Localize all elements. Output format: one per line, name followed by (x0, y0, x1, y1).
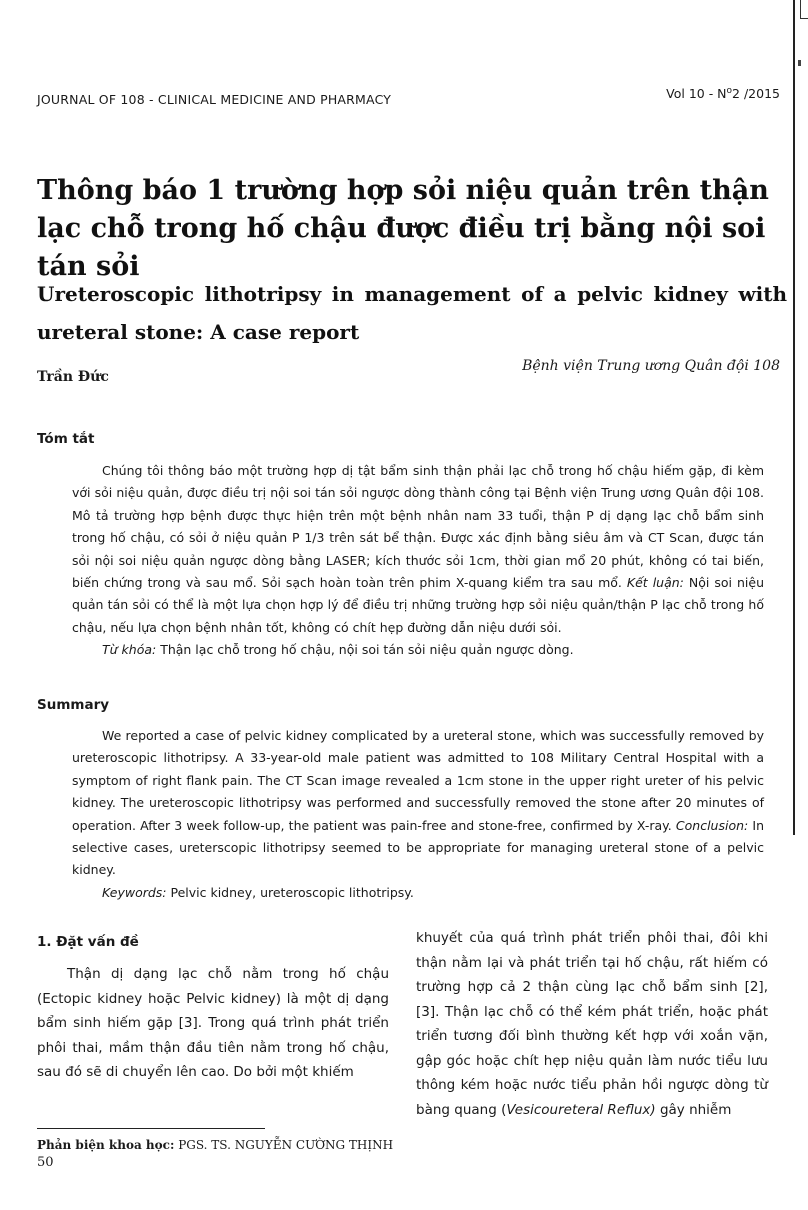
tomtat-keywords-text: Thận lạc chỗ trong hố chậu, nội soi tán sỏi niệu quản ngược dòng. (156, 642, 574, 658)
summary-abstract (72, 725, 764, 904)
tomtat-keywords (72, 639, 764, 661)
summary-body (72, 725, 764, 882)
journal-header: JOURNAL OF 108 - CLINICAL MEDICINE AND PHARMACY (37, 92, 392, 107)
footnote-label: Phản biện khoa học: (37, 1138, 175, 1152)
summary-keywords-text: Pelvic kidney, ureteroscopic lithotripsy. (166, 884, 414, 900)
volume-suffix: 2 /2015 (732, 86, 780, 102)
section1-right-b: gây nhiễm (655, 1101, 732, 1118)
section1-column-right (416, 926, 768, 1122)
tomtat-heading: Tóm tắt (37, 431, 95, 447)
title-english: Ureteroscopic lithotripsy in management of a pelvic kidney with ureteral stone: A case report (37, 282, 787, 344)
summary-keywords-label: Keywords: (102, 884, 167, 900)
summary-keywords (72, 882, 764, 904)
affiliation: Bệnh viện Trung ương Quân đội 108 (522, 358, 780, 374)
title-vietnamese: Thông báo 1 trường hợp sỏi niệu quản trên thận lạc chỗ trong hố chậu được điều trị bằng nội soi tán sỏi (37, 175, 769, 282)
margin-rule (793, 0, 795, 835)
author: Trần Đức (37, 369, 109, 385)
page-number: 50 (37, 1155, 54, 1170)
page-edge-mark (800, 0, 808, 19)
section1-right-italic: Vesicoureteral Reflux) (506, 1101, 656, 1118)
page-edge-dash (798, 60, 801, 66)
volume-sup: o (726, 86, 733, 96)
footnote (37, 1138, 393, 1152)
summary-conclusion-label: Conclusion: (675, 817, 749, 833)
footnote-rule (37, 1128, 265, 1129)
tomtat-keywords-label: Từ khóa: (102, 642, 157, 658)
tomtat-body-a: Chúng tôi thông báo một trường hợp dị tật bẩm sinh thận phải lạc chỗ trong hố chậu hiếm gặp, đi kèm với sỏi niệu quản, được điều trị nội soi tán sỏi ngược dòng thành công tại Bệnh viện Trung ương Quân đội 108. Mô tả trường hợp bệnh được thực hiện trên một bệnh nhân nam 33 tuổi, thận P dị dạng lạc chỗ bẩm sinh trong hố chậu, có sỏi ở niệu quản P 1/3 trên sát bể thận. Được xác định bằng siêu âm và CT Scan, được tán sỏi nội soi niệu quản ngược dòng bằng LASER; kích thước sỏi 1cm, thời gian mổ 20 phút, không có tai biến, biến chứng trong và sau mổ. Sỏi sạch hoàn toàn trên phim X-quang kiểm tra sau mổ. (72, 463, 764, 591)
tomtat-abstract (72, 460, 764, 662)
section1-column-left (37, 962, 389, 1085)
summary-heading: Summary (37, 697, 110, 713)
section1-paragraph-right (416, 926, 768, 1122)
summary-body-a: We reported a case of pelvic kidney complicated by a ureteral stone, which was successfully removed by ureteroscopic lithotripsy. A 33-year-old male patient was admitted to 108 Military Central Hospital with a symptom of right flank pain. The CT Scan image revealed a 1cm stone in the upper right ureter of his pelvic kidney. The ureteroscopic lithotripsy was performed and successfully removed the stone after 20 minutes of operation. After 3 week follow-up, the patient was pain-free and stone-free, confirmed by X-ray. (72, 728, 764, 833)
section1-right-a: khuyết của quá trình phát triển phôi thai, đôi khi thận nằm lại và phát triển tại hố chậu, rất hiếm có trường hợp cả 2 thận cùng lạc chỗ bẩm sinh [2], [3]. Thận lạc chỗ có thể kém phát triển, hoặc phát triển tương đối bình thường kết hợp với xoắn vặn, gập góc hoặc chít hẹp niệu quản làm nước tiểu lưu thông kém hoặc nước tiểu phản hồi ngược dòng từ bàng quang ( (416, 930, 768, 1118)
volume-header (666, 86, 780, 101)
tomtat-body-b: Nội soi niệu quản tán sỏi có thể là một lựa chọn hợp lý để điều trị những trường hợp sỏi niệu quản/thận P lạc chỗ trong hố chậu, nếu lựa chọn bệnh nhân tốt, không có chít hẹp đường dẫn niệu dưới sỏi. (72, 575, 764, 635)
tomtat-conclusion-label: Kết luận: (626, 575, 684, 591)
section1-heading: 1. Đặt vấn đề (37, 934, 139, 950)
footnote-text: PGS. TS. NGUYỄN CƯỜNG THỊNH (174, 1138, 394, 1152)
summary-body-b: In selective cases, ureterscopic lithotripsy seemed to be appropriate for managing ureteral stone of a pelvic kidney. (72, 817, 764, 878)
volume-prefix: Vol 10 - N (666, 86, 727, 102)
tomtat-body (72, 460, 764, 639)
section1-paragraph-left: Thận dị dạng lạc chỗ nằm trong hố chậu (Ectopic kidney hoặc Pelvic kidney) là một dị dạng bẩm sinh hiếm gặp [3]. Trong quá trình phát triển phôi thai, mầm thận đầu tiên nằm trong hố chậu, sau đó sẽ di chuyển lên cao. Do bởi một khiếm (37, 966, 389, 1080)
